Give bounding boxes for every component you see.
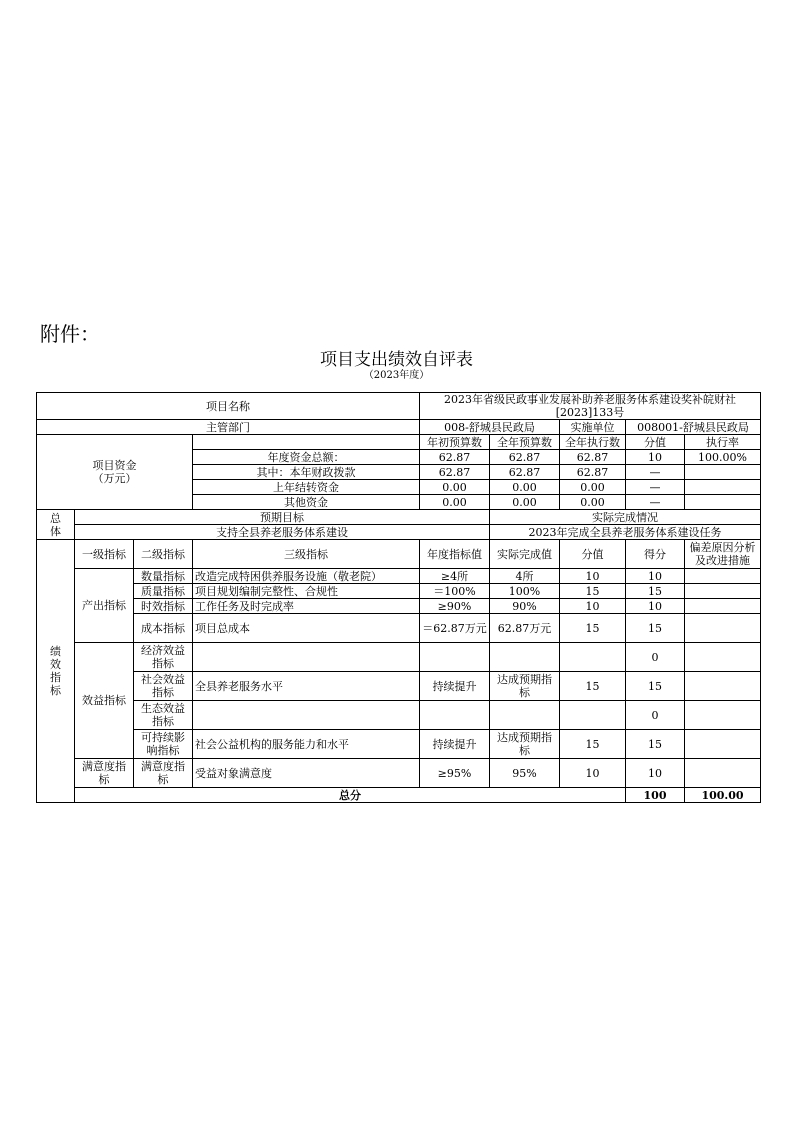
actual-status-label: 实际完成情况	[490, 510, 761, 525]
funds-cell: 0.00	[560, 480, 626, 495]
funds-cell: 62.87	[490, 465, 560, 480]
impl-value: 008001-舒城县民政局	[626, 420, 761, 435]
indicator-actual: 4所	[490, 569, 560, 584]
indicator-score	[560, 643, 626, 672]
header-reason: 偏差原因分析及改进措施	[685, 540, 761, 569]
indicator-row	[37, 759, 761, 788]
indicator-got: 15	[626, 672, 685, 701]
funds-cell: 62.87	[560, 450, 626, 465]
indicator-reason	[685, 643, 761, 672]
row-indicator-header	[37, 540, 761, 569]
indicator-row	[37, 569, 761, 584]
indicator-row	[37, 614, 761, 643]
indicator-l2: 经济效益指标	[134, 643, 193, 672]
funds-cell: 0.00	[420, 495, 490, 510]
total-score: 100	[626, 788, 685, 803]
output-indicator-label: 产出指标	[75, 569, 134, 643]
indicator-score: 15	[560, 614, 626, 643]
row-overall-values	[37, 525, 761, 540]
indicator-side-label: 绩 效 指 标	[37, 540, 75, 803]
indicator-target: 持续提升	[420, 730, 490, 759]
indicator-target: 持续提升	[420, 672, 490, 701]
funds-row-label: 年度资金总额：	[193, 450, 420, 465]
satisfaction-indicator-label: 满意度指标	[75, 759, 134, 788]
indicator-target: ≥4所	[420, 569, 490, 584]
indicator-actual: 达成预期指标	[490, 730, 560, 759]
funds-cell: 0.00	[490, 480, 560, 495]
impl-label: 实施单位	[560, 420, 626, 435]
indicator-row	[37, 643, 761, 672]
funds-header-blank	[193, 435, 420, 450]
indicator-actual	[490, 701, 560, 730]
indicator-reason	[685, 614, 761, 643]
indicator-reason	[685, 584, 761, 599]
overall-side-label: 总 体	[37, 510, 75, 540]
indicator-row	[37, 584, 761, 599]
indicator-l3: 全县养老服务水平	[193, 672, 420, 701]
indicator-actual: 达成预期指标	[490, 672, 560, 701]
indicator-reason	[685, 599, 761, 614]
project-name: 2023年省级民政事业发展补助养老服务体系建设奖补皖财社[2023]133号	[420, 393, 761, 420]
benefit-indicator-label: 效益指标	[75, 643, 134, 759]
indicator-l2: 时效指标	[134, 599, 193, 614]
funds-cell: —	[626, 495, 685, 510]
indicator-reason	[685, 672, 761, 701]
row-overall-header	[37, 510, 761, 525]
indicator-target: ＝100%	[420, 584, 490, 599]
funds-cell: 100.00%	[685, 450, 761, 465]
indicator-got: 15	[626, 730, 685, 759]
funds-cell: —	[626, 465, 685, 480]
indicator-target: ≥95%	[420, 759, 490, 788]
funds-cell: 62.87	[490, 450, 560, 465]
row-department	[37, 420, 761, 435]
indicator-row	[37, 730, 761, 759]
indicator-score: 10	[560, 759, 626, 788]
indicator-reason	[685, 569, 761, 584]
indicator-l3: 改造完成特困供养服务设施（敬老院）	[193, 569, 420, 584]
indicator-target: ＝62.87万元	[420, 614, 490, 643]
report-year: （2023年度）	[363, 370, 430, 381]
indicator-got: 0	[626, 701, 685, 730]
indicator-actual: 62.87万元	[490, 614, 560, 643]
funds-cell: 0.00	[420, 480, 490, 495]
funds-header: 年初预算数	[420, 435, 490, 450]
total-label: 总分	[75, 788, 626, 803]
funds-row-label: 其中：本年财政拨款	[193, 465, 420, 480]
row-funds-header	[37, 435, 761, 450]
indicator-score: 10	[560, 599, 626, 614]
indicator-got: 10	[626, 599, 685, 614]
indicator-l2: 质量指标	[134, 584, 193, 599]
indicator-score	[560, 701, 626, 730]
header-target: 年度指标值	[420, 540, 490, 569]
indicator-score: 15	[560, 672, 626, 701]
indicator-l3: 工作任务及时完成率	[193, 599, 420, 614]
indicator-row	[37, 672, 761, 701]
funds-cell: 62.87	[420, 450, 490, 465]
funds-cell: 10	[626, 450, 685, 465]
funds-header: 执行率	[685, 435, 761, 450]
indicator-score: 15	[560, 730, 626, 759]
dept-value: 008-舒城县民政局	[420, 420, 560, 435]
indicator-target	[420, 643, 490, 672]
funds-cell: 62.87	[420, 465, 490, 480]
indicator-target: ≥90%	[420, 599, 490, 614]
indicator-got: 10	[626, 759, 685, 788]
self-evaluation-table	[36, 392, 761, 803]
indicator-reason	[685, 701, 761, 730]
total-got: 100.00	[685, 788, 761, 803]
dept-label: 主管部门	[37, 420, 420, 435]
funds-header: 全年执行数	[560, 435, 626, 450]
indicator-l2: 可持续影响指标	[134, 730, 193, 759]
funds-cell: 0.00	[490, 495, 560, 510]
indicator-reason	[685, 759, 761, 788]
funds-cell	[685, 495, 761, 510]
funds-header: 分值	[626, 435, 685, 450]
funds-cell	[685, 480, 761, 495]
funds-header: 全年预算数	[490, 435, 560, 450]
indicator-actual: 100%	[490, 584, 560, 599]
indicator-score: 10	[560, 569, 626, 584]
indicator-got: 15	[626, 614, 685, 643]
row-project-name	[37, 393, 761, 420]
indicator-actual: 95%	[490, 759, 560, 788]
header-actual: 实际完成值	[490, 540, 560, 569]
indicator-l2: 社会效益指标	[134, 672, 193, 701]
indicator-l3	[193, 701, 420, 730]
funds-row-label: 上年结转资金	[193, 480, 420, 495]
indicator-actual: 90%	[490, 599, 560, 614]
indicator-l2: 数量指标	[134, 569, 193, 584]
indicator-l3: 项目总成本	[193, 614, 420, 643]
funds-row-label: 其他资金	[193, 495, 420, 510]
header-got: 得分	[626, 540, 685, 569]
indicator-l2: 成本指标	[134, 614, 193, 643]
row-total	[37, 788, 761, 803]
indicator-l3: 项目规划编制完整性、合规性	[193, 584, 420, 599]
indicator-l3: 社会公益机构的服务能力和水平	[193, 730, 420, 759]
expected-goal-label: 预期目标	[75, 510, 490, 525]
indicator-row	[37, 701, 761, 730]
indicator-l3	[193, 643, 420, 672]
funds-cell: —	[626, 480, 685, 495]
header-l2: 二级指标	[134, 540, 193, 569]
indicator-got: 0	[626, 643, 685, 672]
header-score: 分值	[560, 540, 626, 569]
indicator-l3: 受益对象满意度	[193, 759, 420, 788]
indicator-reason	[685, 730, 761, 759]
indicator-l2: 生态效益指标	[134, 701, 193, 730]
header-l1: 一级指标	[75, 540, 134, 569]
indicator-actual	[490, 643, 560, 672]
indicator-target	[420, 701, 490, 730]
funds-label: 项目资金 （万元）	[37, 435, 193, 510]
funds-cell	[685, 465, 761, 480]
header-l3: 三级指标	[193, 540, 420, 569]
expected-goal: 支持全县养老服务体系建设	[75, 525, 490, 540]
funds-cell: 0.00	[560, 495, 626, 510]
indicator-row	[37, 599, 761, 614]
funds-cell: 62.87	[560, 465, 626, 480]
actual-status: 2023年完成全县养老服务体系建设任务	[490, 525, 761, 540]
indicator-got: 15	[626, 584, 685, 599]
indicator-l2: 满意度指标	[134, 759, 193, 788]
project-name-label: 项目名称	[37, 393, 420, 420]
attachment-label: 附件：	[40, 322, 100, 346]
indicator-score: 15	[560, 584, 626, 599]
page-title: 项目支出绩效自评表	[320, 350, 473, 370]
indicator-got: 10	[626, 569, 685, 584]
